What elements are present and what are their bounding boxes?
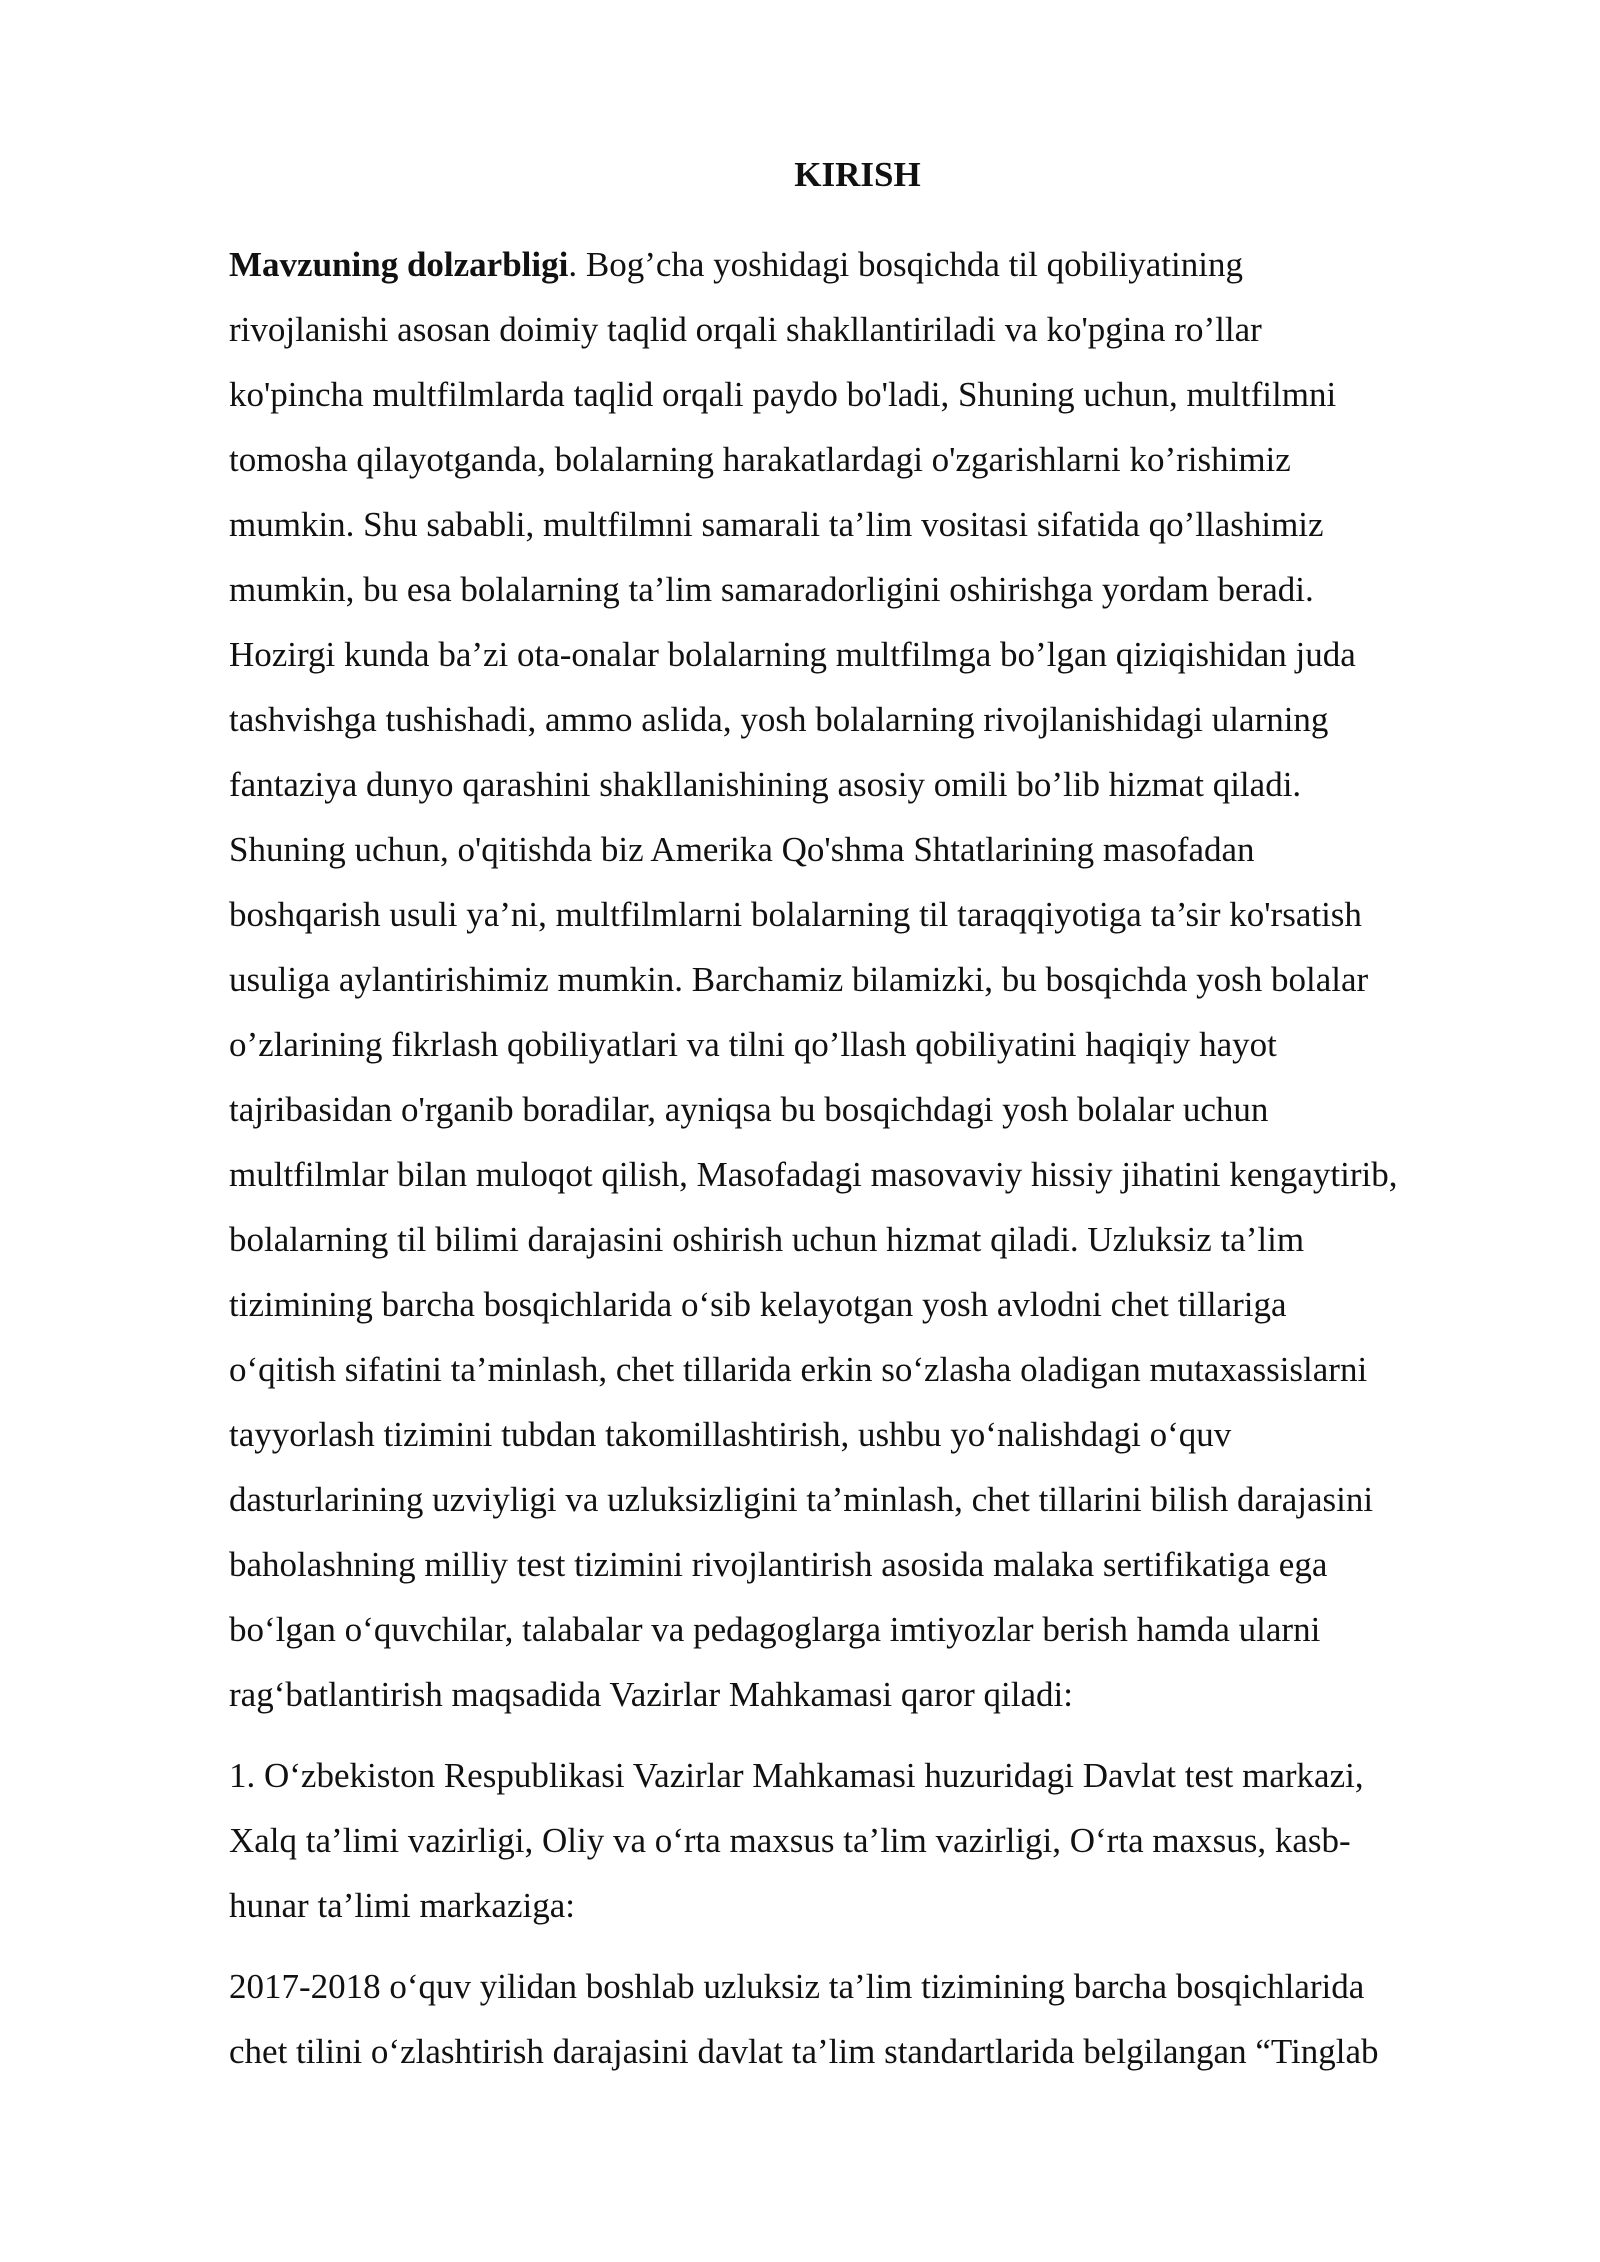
text-line: tayyorlash tizimini tubdan takomillashtirish, ushbu yo‘nalishdagi o‘quv xyxy=(229,1415,1232,1454)
text-line: o‘qitish sifatini ta’minlash, chet tillarida erkin so‘zlasha oladigan mutaxassislarni xyxy=(229,1350,1368,1389)
text-line: tajribasidan o'rganib boradilar, ayniqsa bu bosqichdagi yosh bolalar uchun xyxy=(229,1090,1269,1129)
text-line: fantaziya dunyo qarashini shakllanishining asosiy omili bo’lib hizmat qiladi. xyxy=(229,765,1302,804)
text-line: Shuning uchun, o'qitishda biz Amerika Qo'shma Shtatlarining masofadan xyxy=(229,830,1255,869)
text-line: usuliga aylantirishimiz mumkin. Barchamiz bilamizki, bu bosqichda yosh bolalar xyxy=(229,960,1369,999)
text-line: chet tilini o‘zlashtirish darajasini davlat ta’lim standartlarida belgilangan “Tinglab xyxy=(229,2032,1379,2071)
text-line: ko'pincha multfilmlarda taqlid orqali paydo bo'ladi, Shuning uchun, multfilmni xyxy=(229,375,1337,414)
text-line: dasturlarining uzviyligi va uzluksizligini ta’minlash, chet tillarini bilish darajasini xyxy=(229,1480,1374,1519)
document-title: KIRISH xyxy=(794,155,921,194)
text-line: multfilmlar bilan muloqot qilish, Masofadagi masovaviy hissiy jihatini kengaytirib, xyxy=(229,1155,1398,1194)
text-line: bo‘lgan o‘quvchilar, talabalar va pedagoglarga imtiyozlar berish hamda ularni xyxy=(229,1610,1321,1649)
paragraph-2017-2018 xyxy=(229,1954,1504,2084)
text-line: tashvishga tushishadi, ammo aslida, yosh bolalarning rivojlanishidagi ularning xyxy=(229,700,1329,739)
text-line: Hozirgi kunda ba’zi ota-onalar bolalarning multfilmga bo’lgan qiziqishidan juda xyxy=(229,635,1356,674)
text-line: rivojlanishi asosan doimiy taqlid orqali shakllantiriladi va ko'pgina ro’llar xyxy=(229,310,1262,349)
text-line: bolalarning til bilimi darajasini oshirish uchun hizmat qiladi. Uzluksiz ta’lim xyxy=(229,1220,1305,1259)
paragraph-item-1 xyxy=(229,1743,1504,1938)
text-line: hunar ta’limi markaziga: xyxy=(229,1886,575,1925)
text-line: 2017-2018 o‘quv yilidan boshlab uzluksiz ta’lim tizimining barcha bosqichlarida xyxy=(229,1967,1365,2006)
text-line: rag‘batlantirish maqsadida Vazirlar Mahkamasi qaror qiladi: xyxy=(229,1675,1073,1714)
text-line: o’zlarining fikrlash qobiliyatlari va tilni qo’llash qobiliyatini haqiqiy hayot xyxy=(229,1025,1277,1064)
text-line: 1. O‘zbekiston Respublikasi Vazirlar Mahkamasi huzuridagi Davlat test markazi, xyxy=(229,1756,1364,1795)
text-line: Xalq ta’limi vazirligi, Oliy va o‘rta maxsus ta’lim vazirligi, O‘rta maxsus, kasb- xyxy=(229,1821,1351,1860)
text-line: mumkin, bu esa bolalarning ta’lim samaradorligini oshirishga yordam beradi. xyxy=(229,570,1314,609)
lead-heading: Mavzuning dolzarbligi xyxy=(229,245,569,284)
document-body xyxy=(229,232,1504,2100)
text-line: boshqarish usuli ya’ni, multfilmlarni bolalarning til taraqqiyotiga ta’sir ko'rsatish xyxy=(229,895,1362,934)
text-line xyxy=(229,232,1504,297)
paragraph-relevance xyxy=(229,232,1504,1727)
text-line: tizimining barcha bosqichlarida o‘sib kelayotgan yosh avlodni chet tillariga xyxy=(229,1285,1287,1324)
text-line: mumkin. Shu sababli, multfilmni samarali ta’lim vositasi sifatida qo’llashimiz xyxy=(229,505,1324,544)
text-line: baholashning milliy test tizimini rivojlantirish asosida malaka sertifikatiga ega xyxy=(229,1545,1328,1584)
text-line: tomosha qilayotganda, bolalarning harakatlardagi o'zgarishlarni ko’rishimiz xyxy=(229,440,1291,479)
line-text: . Bog’cha yoshidagi bosqichda til qobiliyatining xyxy=(568,245,1243,284)
